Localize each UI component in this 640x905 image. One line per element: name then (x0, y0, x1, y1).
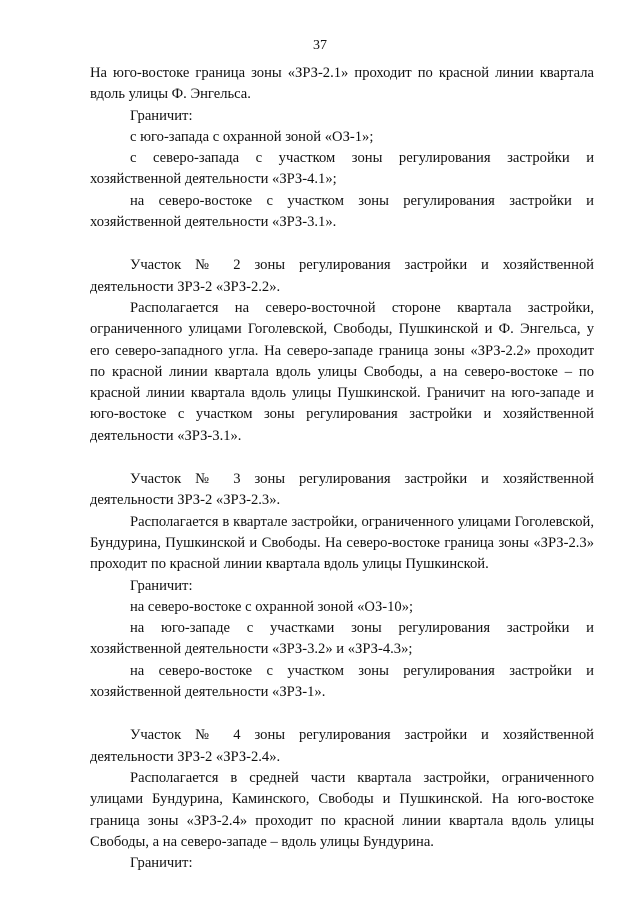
paragraph-p16: Граничит: (130, 855, 193, 872)
paragraph-spacer (90, 233, 594, 255)
paragraph-spacer (90, 703, 594, 725)
paragraph-p8: Участок № 3 зоны регулирования застройки и хозяйственной деятельности ЗРЗ-2 «ЗРЗ-2.3». (90, 471, 594, 509)
paragraph-p6: Участок № 2 зоны регулирования застройки и хозяйственной деятельности ЗРЗ-2 «ЗРЗ-2.2». (90, 257, 594, 295)
paragraph-p4: с северо-запада с участком зоны регулирования застройки и хозяйственной деятельности «ЗРЗ-4.1»; (90, 150, 594, 188)
paragraph-p11: на северо-востоке с охранной зоной «ОЗ-10»; (130, 598, 414, 615)
paragraph-p13: на северо-востоке с участком зоны регулирования застройки и хозяйственной деятельности «ЗРЗ-1». (90, 662, 594, 701)
document-body (90, 63, 594, 874)
paragraph-p14: Участок № 4 зоны регулирования застройки и хозяйственной деятельности ЗРЗ-2 «ЗРЗ-2.4». (90, 727, 594, 765)
paragraph-p10: Граничит: (130, 577, 193, 594)
paragraph-p3: с юго-запада с охранной зоной «ОЗ-1»; (130, 128, 374, 145)
paragraph-p5: на северо-востоке с участком зоны регулирования застройки и хозяйственной деятельности «ЗРЗ-3.1». (90, 192, 594, 231)
paragraph-p12: на юго-западе с участками зоны регулирования застройки и хозяйственной деятельности «ЗРЗ-3.2» и «ЗРЗ-4.3»; (90, 620, 594, 658)
paragraph-p15: Располагается в средней части квартала застройки, ограниченного улицами Бундурина, Каминского, Свободы и Пушкинской. На юго-востоке граница зоны «ЗРЗ-2.4» проходит по красной линии квартала вдоль улицы Свободы, а на северо-западе – вдоль улицы Бундурина. (90, 769, 594, 850)
paragraph-spacer (90, 447, 594, 469)
paragraph-p9: Располагается в квартале застройки, ограниченного улицами Гоголевской, Бундурина, Пушкинской и Свободы. На северо-востоке граница зоны «ЗРЗ-2.3» проходит по красной линии квартала вдоль улицы Пушкинской. (90, 513, 594, 573)
paragraph-p1: На юго-востоке граница зоны «ЗРЗ-2.1» проходит по красной линии квартала вдоль улицы Ф. Энгельса. (90, 65, 594, 103)
page-number: 37 (313, 38, 327, 53)
paragraph-p7: Располагается на северо-восточной стороне квартала застройки, ограниченного улицами Гоголевской, Свободы, Пушкинской и Ф. Энгельса, у его северо-западного угла. На северо-западе граница зоны «ЗРЗ-2.2» проходит по красной линии квартала вдоль улицы Свободы, а на северо-востоке – по красной линии квартала вдоль улицы Пушкинской. Граничит на юго-западе и юго-востоке с участком зоны регулирования застройки и хозяйственной деятельности «ЗРЗ-3.1». (90, 299, 594, 444)
paragraph-p2: Граничит: (130, 107, 193, 124)
